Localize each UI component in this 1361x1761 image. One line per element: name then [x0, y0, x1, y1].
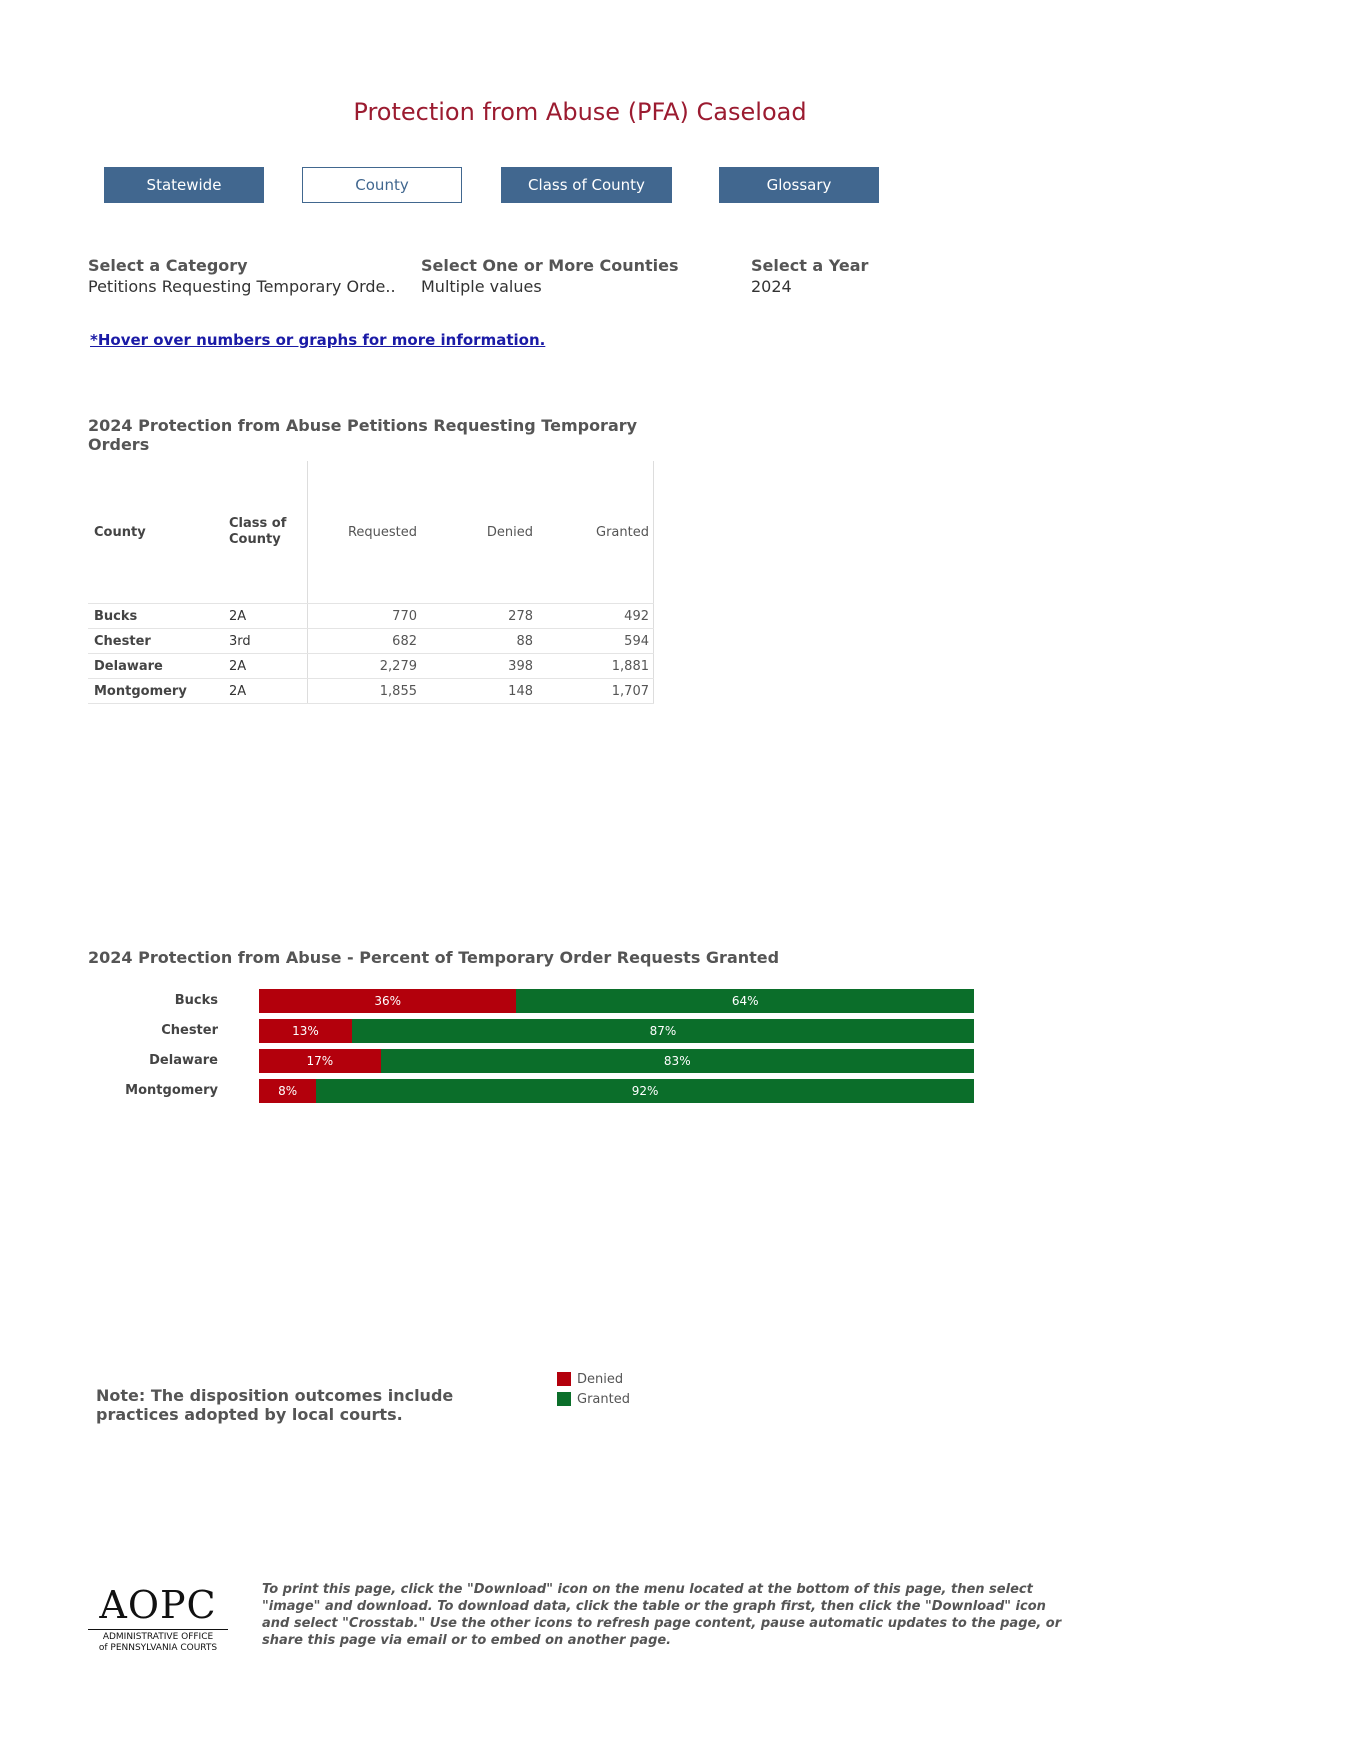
cell-class: 2A [229, 608, 247, 624]
bar-segment-granted[interactable]: 64% [516, 989, 974, 1013]
legend-swatch-denied [557, 1372, 571, 1386]
footer-instructions: To print this page, click the "Download" icon on the menu located at the bottom of this page, then select "image" and download. To download data, click the table or the graph first, then click the "Download" icon and select "Crosstab." Use the other icons to refresh page content, pause automatic updates to the page, or share this page via email or to embed on another page. [262, 1582, 1062, 1648]
header-denied: Denied [486, 524, 533, 540]
header-granted: Granted [596, 524, 649, 540]
chart-title: 2024 Protection from Abuse - Percent of Temporary Order Requests Granted [88, 948, 780, 967]
legend-item-denied[interactable] [557, 1369, 630, 1389]
cell-county: Montgomery [94, 683, 187, 699]
table-row[interactable] [88, 653, 654, 678]
bar-segment-denied[interactable]: 8% [259, 1079, 316, 1103]
bar-label-montgomery: Montgomery [125, 1083, 218, 1098]
counties-filter-value[interactable]: Multiple values [421, 277, 542, 296]
header-county: County [94, 524, 146, 540]
bar-segment-granted[interactable]: 92% [316, 1079, 974, 1103]
bar-row-chester[interactable] [259, 1019, 974, 1043]
header-class: Class of County [229, 516, 287, 547]
cell-county: Bucks [94, 608, 138, 624]
cell-requested: 2,279 [379, 658, 417, 674]
table-header [88, 461, 654, 603]
year-filter-label: Select a Year [751, 256, 869, 275]
table-row[interactable] [88, 628, 654, 653]
legend-label-denied: Denied [577, 1371, 624, 1387]
cell-county: Chester [94, 633, 151, 649]
nav-county-button[interactable]: County [302, 167, 462, 203]
cell-denied: 278 [508, 608, 533, 624]
bar-segment-granted[interactable]: 87% [352, 1019, 974, 1043]
aopc-logo-sub1: ADMINISTRATIVE OFFICE [102, 1632, 214, 1642]
page-title: Protection from Abuse (PFA) Caseload [353, 98, 807, 126]
bar-row-montgomery[interactable] [259, 1079, 974, 1103]
bar-label-chester: Chester [161, 1023, 218, 1038]
aopc-logo-mark: AOPC [99, 1583, 217, 1627]
category-filter-value[interactable]: Petitions Requesting Temporary Orde.. [88, 277, 396, 296]
cell-requested: 770 [392, 608, 417, 624]
legend-label-granted: Granted [577, 1391, 630, 1407]
legend-item-granted[interactable] [557, 1389, 630, 1409]
table-row[interactable] [88, 678, 654, 704]
year-filter-value[interactable]: 2024 [751, 277, 792, 296]
cell-denied: 398 [508, 658, 533, 674]
nav-class-of-county-button[interactable]: Class of County [501, 167, 672, 203]
bar-segment-denied[interactable]: 36% [259, 989, 516, 1013]
cell-granted: 1,707 [611, 683, 649, 699]
cell-county: Delaware [94, 658, 163, 674]
bar-row-bucks[interactable] [259, 989, 974, 1013]
cell-denied: 148 [508, 683, 533, 699]
cell-granted: 492 [624, 608, 649, 624]
bar-label-bucks: Bucks [174, 993, 218, 1008]
chart-legend [557, 1369, 630, 1409]
table-body [88, 603, 654, 704]
aopc-logo-sub2: of PENNSYLVANIA COURTS [98, 1643, 218, 1653]
cell-class: 2A [229, 683, 247, 699]
table-row[interactable] [88, 603, 654, 628]
nav-glossary-button[interactable]: Glossary [719, 167, 879, 203]
table-title: 2024 Protection from Abuse Petitions Requesting Temporary Orders [88, 416, 638, 454]
caseload-table[interactable] [88, 461, 654, 704]
legend-swatch-granted [557, 1392, 571, 1406]
category-filter[interactable] [88, 256, 396, 296]
category-filter-label: Select a Category [88, 256, 248, 275]
aopc-logo [88, 1583, 228, 1654]
counties-filter[interactable] [421, 256, 679, 296]
cell-class: 2A [229, 658, 247, 674]
cell-requested: 682 [392, 633, 417, 649]
cell-denied: 88 [516, 633, 533, 649]
nav-statewide-button[interactable]: Statewide [104, 167, 264, 203]
cell-class: 3rd [229, 633, 251, 649]
bar-segment-granted[interactable]: 83% [381, 1049, 974, 1073]
counties-filter-label: Select One or More Counties [421, 256, 679, 275]
cell-granted: 594 [624, 633, 649, 649]
bar-segment-denied[interactable]: 17% [259, 1049, 381, 1073]
hover-note-link[interactable]: *Hover over numbers or graphs for more information. [90, 331, 546, 349]
cell-requested: 1,855 [379, 683, 417, 699]
header-requested: Requested [347, 524, 417, 540]
year-filter[interactable] [751, 256, 868, 296]
percent-granted-chart[interactable] [88, 980, 988, 1120]
cell-granted: 1,881 [611, 658, 649, 674]
bar-row-delaware[interactable] [259, 1049, 974, 1073]
bar-label-delaware: Delaware [149, 1053, 218, 1068]
bar-segment-denied[interactable]: 13% [259, 1019, 352, 1043]
disposition-note: Note: The disposition outcomes include practices adopted by local courts. [96, 1386, 454, 1424]
